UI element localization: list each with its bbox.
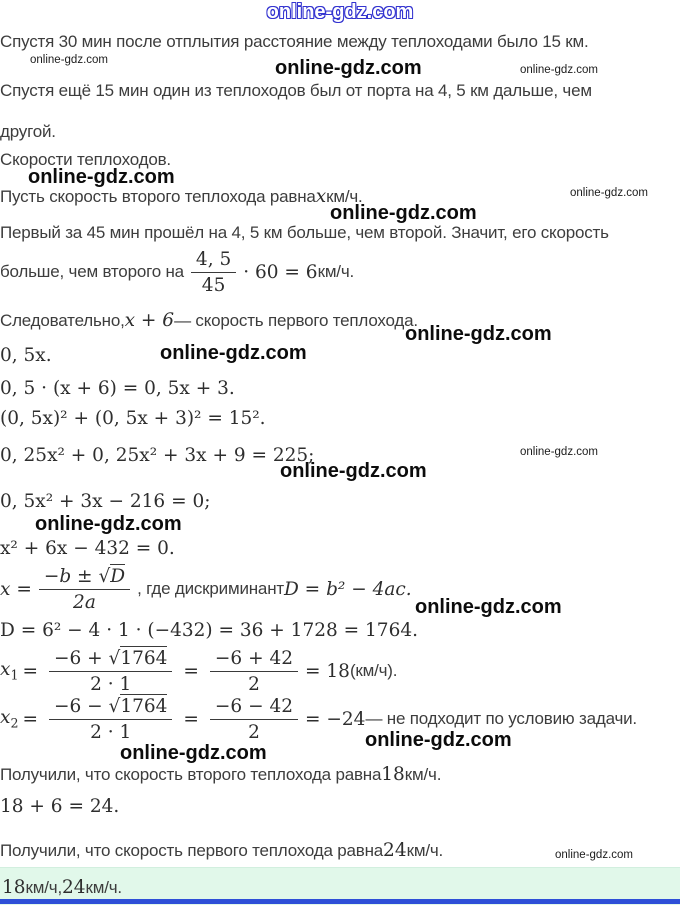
fraction-numerator [49, 696, 172, 720]
fraction-denominator: 2 [248, 673, 260, 695]
fraction-numerator [39, 566, 130, 590]
equation-5: x² + 6x − 432 = 0. [0, 538, 175, 559]
statement-line-4: Скорости теплоходов. [0, 150, 171, 169]
radicand: D [110, 565, 126, 587]
math-segment [0, 659, 18, 683]
equals-sign: = [22, 708, 38, 730]
text-segment: — скорость первого теплохода. [174, 310, 418, 330]
bottom-bar [0, 899, 680, 904]
statement-line-6: Первый за 45 мин прошёл на 4, 5 км больше, чем второй. Значит, его скорость [0, 223, 609, 242]
fraction-denominator: 2 · 1 [90, 721, 132, 743]
text-segment: , где дискриминант [137, 579, 284, 598]
statement-line-3: другой. [0, 122, 56, 141]
watermark: online-gdz.com [28, 166, 175, 188]
watermark: online-gdz.com [415, 596, 562, 618]
text-segment: км/ч. [326, 186, 363, 206]
sqrt-sign: √ [98, 565, 111, 587]
fraction-numerator: −6 + 42 [210, 648, 298, 672]
math-segment: D = b² − 4ac. [283, 578, 412, 600]
fraction [49, 696, 172, 743]
text-segment: км/ч. [317, 262, 355, 281]
equals-sign: = [183, 660, 199, 682]
watermark: online-gdz.com [30, 54, 108, 66]
fraction-denominator: 2 [248, 721, 260, 743]
watermark: online-gdz.com [405, 323, 552, 345]
statement-line-1: Спустя 30 мин после отплытия расстояние между теплоходами было 15 км. [0, 32, 589, 51]
math-variable-x: x [0, 659, 11, 681]
math-variable-x: x [315, 186, 327, 207]
watermark: online-gdz.com [330, 202, 477, 224]
root-x2-line [0, 695, 637, 743]
watermark: online-gdz.com [520, 446, 598, 458]
watermark: online-gdz.com [120, 742, 267, 764]
watermark: online-gdz.com [365, 729, 512, 751]
final-answer [0, 868, 680, 898]
equals-sign: = [183, 708, 199, 730]
math-segment [0, 707, 18, 731]
math-segment: −6 − [53, 695, 109, 717]
fraction-denominator: 2 · 1 [90, 673, 132, 695]
math-segment: = 18 [305, 660, 350, 682]
text-segment: Получили, что скорость первого теплохода равна [0, 840, 384, 860]
square-root [109, 694, 168, 717]
subscript: 2 [10, 715, 19, 731]
equation-1: 0, 5 · (x + 6) = 0, 5x + 3. [0, 378, 235, 399]
watermark: online-gdz.com [570, 187, 648, 199]
fraction [49, 648, 172, 695]
math-segment: −b ± [43, 565, 99, 587]
fraction [39, 566, 130, 613]
math-variable-x: x [0, 707, 11, 729]
text-segment: км/ч, [25, 877, 62, 897]
fraction-denominator: 45 [201, 274, 226, 296]
discriminant-line: D = 6² − 4 · 1 · (−432) = 36 + 1728 = 1764. [0, 620, 418, 641]
watermark: online-gdz.com [520, 64, 598, 76]
conclusion-first-ship [0, 840, 443, 861]
fraction [191, 249, 236, 296]
text-segment: Получили, что скорость второго теплохода равна [0, 764, 382, 784]
fraction-denominator: 2a [73, 591, 96, 613]
math-number: 24 [61, 877, 86, 898]
text-segment: км/ч. [85, 877, 122, 897]
subscript: 1 [10, 667, 19, 683]
text-segment: км/ч. [406, 840, 444, 860]
equation-3: 0, 25x² + 0, 25x² + 3x + 9 = 225; [0, 445, 315, 466]
sqrt-sign: √ [108, 647, 121, 669]
conclusion-second-ship [0, 764, 441, 785]
equation-sum: 18 + 6 = 24. [0, 796, 120, 817]
watermark: online-gdz.com [555, 849, 633, 861]
statement-line-5 [0, 186, 363, 207]
square-root [109, 646, 168, 669]
fraction [210, 696, 298, 743]
watermark: online-gdz.com [275, 57, 422, 79]
equation-4: 0, 5x² + 3x − 216 = 0; [0, 491, 211, 512]
statement-line-7 [0, 310, 418, 331]
sqrt-sign: √ [108, 695, 121, 717]
watermark: online-gdz.com [280, 460, 427, 482]
math-segment: · 60 = 6 [243, 261, 318, 283]
statement-line-2: Спустя ещё 15 мин один из теплоходов был от порта на 4, 5 км дальше, чем [0, 81, 592, 100]
text-segment: больше, чем второго на [0, 262, 184, 281]
math-number: 18 [381, 764, 405, 785]
watermark-outline: online-gdz.com [266, 1, 414, 23]
math-segment: = −24 [305, 708, 366, 730]
text-segment: Пусть скорость второго теплохода равна [0, 186, 316, 206]
text-segment: км/ч. [404, 764, 442, 784]
fraction-numerator: 4, 5 [191, 249, 236, 273]
speed-difference-equation [0, 248, 354, 296]
radicand: 1764 [120, 647, 168, 669]
equals-sign: = [22, 660, 38, 682]
text-segment: — не подходит по условию задачи. [365, 709, 637, 728]
fraction-numerator [49, 648, 172, 672]
watermark: online-gdz.com [160, 342, 307, 364]
math-number: 18 [2, 877, 26, 898]
fraction-numerator: −6 − 42 [210, 696, 298, 720]
root-x1-line [0, 647, 397, 695]
quadratic-formula-line [0, 564, 412, 614]
equation-05x: 0, 5x. [0, 345, 52, 366]
fraction [210, 648, 298, 695]
equation-2: (0, 5x)² + (0, 5x + 3)² = 15². [0, 408, 266, 429]
text-segment: Следовательно, [0, 310, 125, 330]
watermark: online-gdz.com [35, 513, 182, 535]
radicand: 1764 [120, 695, 168, 717]
square-root [98, 564, 125, 587]
math-segment: x + 6 [124, 310, 175, 331]
text-segment: (км/ч). [349, 661, 398, 680]
math-number: 24 [383, 840, 407, 861]
math-segment: x = [0, 578, 32, 600]
math-segment: −6 + [53, 647, 109, 669]
